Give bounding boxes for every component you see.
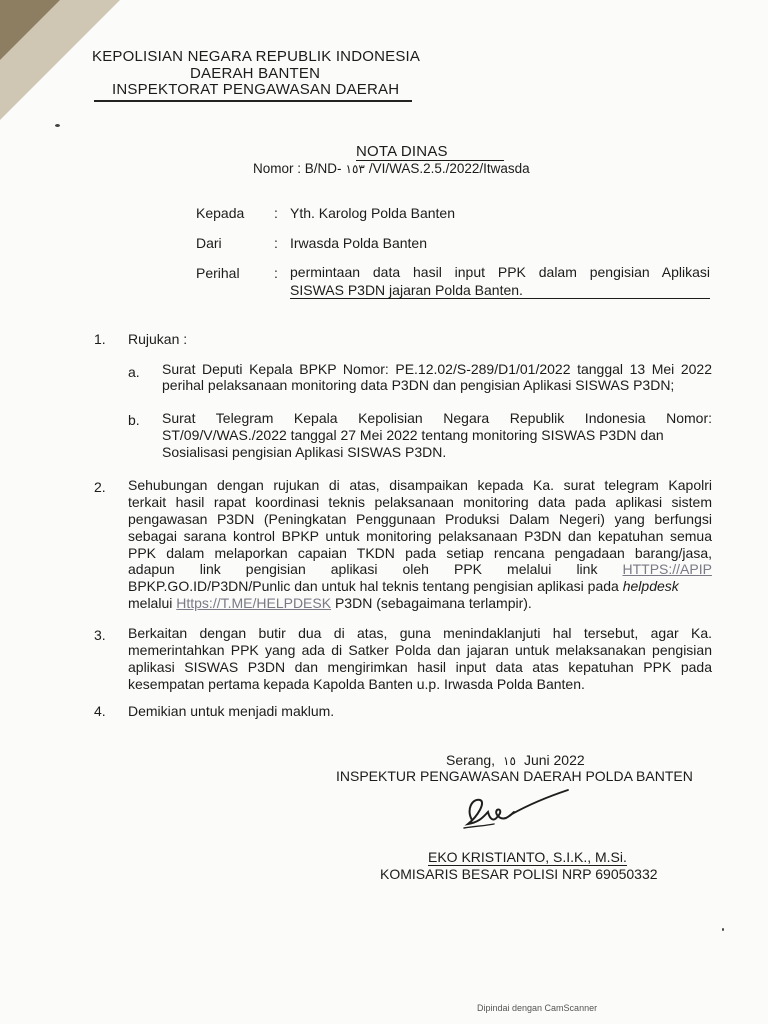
meta-kepada-sep: : (274, 205, 278, 221)
scan-speck (55, 124, 60, 127)
signatory-name: EKO KRISTIANTO, S.I.K., M.Si. (428, 849, 627, 865)
item-2-line4: sebagai sarana kontrol BPKP untuk monitoring pelaksanaan P3DN dan kepatuhan semua (128, 528, 712, 544)
meta-perihal-value-line1: permintaan data hasil input PPK dalam pengisian Aplikasi (290, 264, 710, 280)
item-1a-letter: a. (128, 364, 140, 380)
apip-link[interactable]: HTTPS://APIP (622, 561, 712, 577)
item-3-line1: Berkaitan dengan butir dua di atas, guna menindaklanjuti hal tersebut, agar Ka. (128, 625, 712, 641)
item-2-number: 2. (94, 479, 106, 495)
item-2-line6-word: pengisian (245, 561, 306, 577)
item-1-number: 1. (94, 331, 106, 347)
item-4-line1: Demikian untuk menjadi maklum. (128, 703, 335, 719)
item-1a-line2: perihal pelaksanaan monitoring data P3DN dan pengisian Aplikasi SISWAS P3DN; (162, 377, 675, 393)
meta-perihal-label: Perihal (196, 265, 240, 281)
page-corner-shadow (0, 0, 60, 60)
item-2-line6-word: PPK (454, 561, 483, 577)
item-4-number: 4. (94, 703, 106, 719)
item-2-line6-word: link (199, 561, 221, 577)
item-2-line5: PPK dalam melaporkan capaian TKDN pada setiap rencana pengadaan barang/jasa, (128, 545, 712, 561)
item-2-line8: melalui Https://T.ME/HELPDESK P3DN (sebagaimana terlampir). (128, 595, 532, 611)
item-1b-line1: Surat Telegram Kepala Kepolisian Negara Republik Indonesia Nomor: (162, 410, 712, 426)
signatory-rank: KOMISARIS BESAR POLISI NRP 69050332 (380, 866, 658, 882)
item-1a-line1: Surat Deputi Kepala BPKP Nomor: PE.12.02/S-289/D1/01/2022 tanggal 13 Mei 2022 (162, 361, 712, 377)
item-1b-line3: Sosialisasi pengisian Aplikasi SISWAS P3DN. (162, 444, 447, 460)
camscanner-footer: Dipindai dengan CamScanner (477, 1003, 598, 1013)
meta-kepada-label: Kepada (196, 205, 245, 221)
signatory-office: INSPEKTUR PENGAWASAN DAERAH POLDA BANTEN (336, 768, 693, 784)
place-date: Serang, ١٥ Juni 2022 (446, 752, 585, 768)
scan-speck (722, 928, 724, 931)
item-2-line6 (128, 562, 712, 576)
handwritten-day: ١٥ (503, 754, 516, 768)
helpdesk-italic: helpdesk (622, 578, 679, 594)
item-2-line6-word: adapun (128, 561, 175, 577)
letterhead-line2: DAERAH BANTEN (190, 65, 321, 82)
meta-perihal-sep: : (274, 265, 278, 281)
meta-perihal-value-line2: SISWAS P3DN jajaran Polda Banten. (290, 283, 710, 299)
meta-dari-label: Dari (196, 235, 222, 251)
meta-dari-value: Irwasda Polda Banten (290, 235, 427, 251)
letterhead-line3: INSPEKTORAT PENGAWASAN DAERAH (112, 81, 400, 98)
meta-kepada-value: Yth. Karolog Polda Banten (290, 205, 456, 221)
handwritten-signature (450, 786, 570, 836)
item-3-line3: aplikasi SISWAS P3DN dan mengirimkan hasil input data atas kepatuhan PPK pada (128, 659, 712, 675)
helpdesk-link[interactable]: Https://T.ME/HELPDESK (176, 595, 332, 611)
item-2-line6-word: link (576, 561, 598, 577)
item-2-line3: pengawasan P3DN (Peningkatan Penggunaan Produksi Dalam Negeri) yang berfungsi (128, 511, 712, 527)
item-1b-letter: b. (128, 412, 140, 428)
item-3-line4: kesempatan pertama kepada Kapolda Banten u.p. Irwasda Polda Banten. (128, 676, 585, 692)
letterhead-line1: KEPOLISIAN NEGARA REPUBLIK INDONESIA (92, 48, 421, 65)
item-2-line7: BPKP.GO.ID/P3DN/Punlic dan untuk hal teknis tentang pengisian aplikasi pada helpdesk (128, 578, 679, 594)
item-1-heading: Rujukan : (128, 331, 188, 347)
item-3-number: 3. (94, 627, 106, 643)
letterhead-underline (94, 100, 412, 102)
nota-dinas-heading: NOTA DINAS (356, 144, 556, 161)
item-1b-line2: ST/09/V/WAS./2022 tanggal 27 Mei 2022 tentang monitoring SISWAS P3DN dan (162, 427, 664, 443)
meta-dari-sep: : (274, 235, 278, 251)
item-3-line2: memerintahkan PPK yang ada di Satker Polda dan jajaran untuk melaksanakan pengisian (128, 642, 712, 658)
item-2-line6-word: aplikasi (330, 561, 378, 577)
item-2-line6-word: melalui (507, 561, 552, 577)
item-2-line2: terkait hasil rapat koordinasi teknis pelaksanaan monitoring data pada aplikasi sistem (128, 494, 712, 510)
nota-dinas-number: Nomor : B/ND- ١٥٣ /VI/WAS.2.5./2022/Itwasda (253, 161, 530, 176)
item-2-line6-word: oleh (402, 561, 429, 577)
item-2-line1: Sehubungan dengan rujukan di atas, disampaikan kepada Ka. surat telegram Kapolri (128, 477, 712, 493)
